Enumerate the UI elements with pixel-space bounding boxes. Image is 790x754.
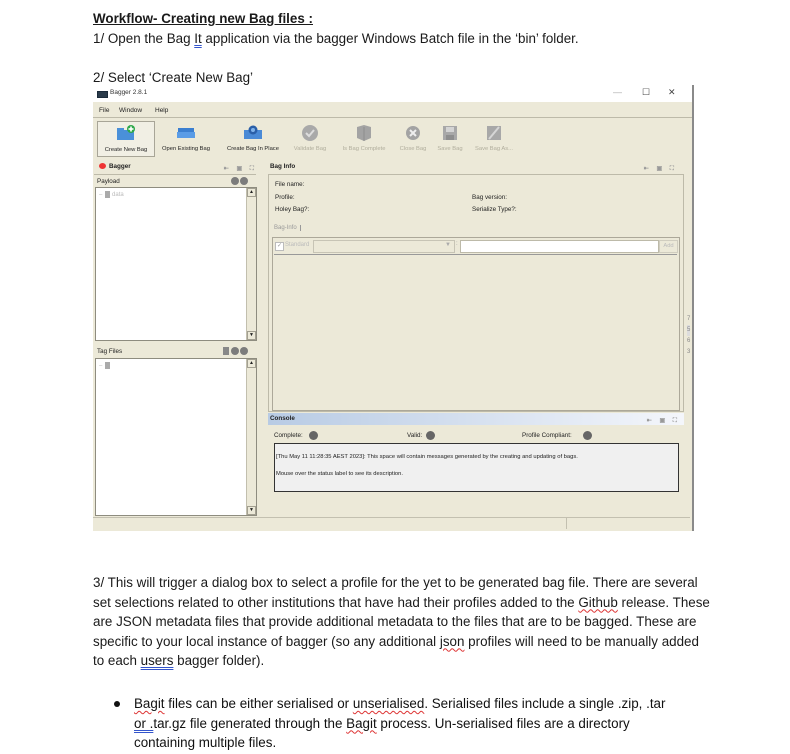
step-1-text xyxy=(93,29,579,49)
add-tag-file-icon[interactable] xyxy=(231,347,239,355)
open-existing-bag-button[interactable] xyxy=(155,121,217,155)
menu-window[interactable]: Window xyxy=(119,107,143,114)
scroll-up-icon[interactable]: ▲ xyxy=(247,359,256,368)
status-bar xyxy=(93,517,690,530)
tag-files-tree-item[interactable]: – xyxy=(99,362,110,369)
create-new-bag-label: Create New Bag xyxy=(104,147,148,153)
bullet-b: . Serialised files include a single .zip, .tar xyxy=(424,696,666,711)
profile-compliant-label: Profile Compliant: xyxy=(522,432,572,439)
pane-controls-icon[interactable]: ⇤ ▣ ⛶ xyxy=(646,418,680,424)
bullet-c: tar.gz file generated through the xyxy=(153,715,347,731)
bag-info-header xyxy=(268,161,681,173)
tag-files-label: Tag Files xyxy=(97,348,123,355)
minimize-button[interactable]: — xyxy=(613,87,622,97)
standard-field-dropdown[interactable] xyxy=(313,240,455,253)
complete-status-icon[interactable] xyxy=(309,431,318,440)
console-header xyxy=(268,413,684,425)
tag-files-tree[interactable] xyxy=(95,358,257,516)
bullet-item xyxy=(134,694,674,753)
bag-info-tab-content xyxy=(272,237,680,411)
pane-controls-icon[interactable]: ⇤ ▣ ⛶ xyxy=(643,166,677,172)
valid-status-icon[interactable] xyxy=(426,431,435,440)
step-3-users: users xyxy=(140,653,174,668)
folder-globe-icon xyxy=(243,124,263,140)
holey-bag-label: Holey Bag?: xyxy=(275,206,310,213)
bag-info-body xyxy=(268,174,684,412)
tag-file-icon[interactable] xyxy=(223,347,229,355)
bullet-or: or . xyxy=(134,715,154,731)
divider xyxy=(274,254,677,255)
tag-files-header xyxy=(94,345,256,356)
add-payload-icon[interactable] xyxy=(231,177,239,185)
validate-bag-button[interactable] xyxy=(287,121,333,155)
bullet-unserialised: unserialised xyxy=(352,696,425,711)
payload-label: Payload xyxy=(97,178,120,185)
standard-checkbox[interactable]: ✓ xyxy=(276,243,283,249)
step-3-json: json xyxy=(439,633,465,649)
window-title: Bagger 2.8.1 xyxy=(110,89,148,96)
maximize-button[interactable]: ☐ xyxy=(642,87,651,97)
scroll-down-icon[interactable]: ▼ xyxy=(247,331,256,340)
bag-info-title: Bag Info xyxy=(270,163,296,170)
create-bag-in-place-label: Create Bag In Place xyxy=(227,146,279,152)
valid-label: Valid: xyxy=(407,432,423,439)
document-heading: Workflow- Creating new Bag files : xyxy=(93,11,313,26)
console-message: [Thu May 11 11:28:35 AEST 2023]: This space will contain messages generated by the creating and updating of bags. xyxy=(276,454,578,460)
save-bag-label: Save Bag xyxy=(437,146,463,152)
is-bag-complete-button[interactable] xyxy=(335,121,393,155)
step-2-text: 2/ Select ‘Create New Bag’ xyxy=(93,70,254,85)
step-3-d: bagger folder). xyxy=(173,653,265,668)
tab-bag-info[interactable]: Bag-Info xyxy=(274,225,301,231)
bullet-a: files can be either serialised or xyxy=(164,696,353,711)
save-bag-button[interactable] xyxy=(433,121,467,155)
profile-label: Profile: xyxy=(275,194,295,201)
step-3-github: Github xyxy=(578,594,618,610)
create-new-bag-button[interactable] xyxy=(97,121,155,157)
validate-bag-label: Validate Bag xyxy=(293,146,327,152)
step-1-pre: 1/ Open the Bag xyxy=(93,31,195,46)
side-number: 6 xyxy=(687,338,691,344)
profile-compliant-status-icon[interactable] xyxy=(583,431,592,440)
save-bag-as-button[interactable] xyxy=(469,121,519,155)
floppy-icon xyxy=(440,124,460,142)
console-title: Console xyxy=(270,415,295,422)
payload-scrollbar[interactable] xyxy=(246,188,256,340)
app-icon xyxy=(97,91,108,98)
bullet-icon xyxy=(114,701,120,707)
step-3-text xyxy=(93,573,713,671)
dropdown-arrow-icon: ▼ xyxy=(445,242,451,248)
close-bag-button[interactable] xyxy=(395,121,431,155)
is-bag-complete-label: Is Bag Complete xyxy=(342,146,386,152)
step-3-c: profiles will need to be manually added to each xyxy=(93,633,699,668)
bag-version-label: Bag version: xyxy=(472,194,508,201)
check-circle-icon xyxy=(300,124,320,142)
file-icon xyxy=(105,191,110,198)
bagger-window xyxy=(93,85,694,531)
side-number: 7 xyxy=(687,316,691,322)
open-existing-bag-label: Open Existing Bag xyxy=(161,146,210,152)
toolbar xyxy=(93,119,692,157)
payload-item-label: data xyxy=(112,192,124,199)
status-divider xyxy=(566,518,567,529)
save-bag-as-label: Save Bag As... xyxy=(474,146,514,152)
title-bar xyxy=(93,85,692,102)
pane-controls-icon[interactable]: ⇤ ▣ ⛶ xyxy=(223,166,257,172)
field-value-input[interactable] xyxy=(460,240,659,253)
side-numbers xyxy=(687,314,690,358)
bagger-logo-icon xyxy=(99,163,106,169)
step-3-b: release. These are JSON metadata files that provide additional metadata to the files that are to be bagged. These are specific to your local instance of bagger (so any additional xyxy=(93,594,710,649)
create-bag-in-place-button[interactable] xyxy=(221,121,285,155)
separator-label: : xyxy=(456,241,458,247)
console-output[interactable] xyxy=(274,443,679,492)
remove-payload-icon[interactable] xyxy=(240,177,248,185)
close-bag-label: Close Bag xyxy=(399,146,427,152)
payload-tree-item[interactable]: – data xyxy=(99,192,124,199)
box-icon xyxy=(354,124,374,142)
console-message: Mouse over the status label to see its description. xyxy=(276,471,403,477)
step-3-a: 3/ This will trigger a dialog box to select a profile for the yet to be generated bag file. There are several set selections related to other institutions that have had their profiles added to the xyxy=(93,575,698,610)
menu-help[interactable]: Help xyxy=(155,107,169,114)
bagger-panel-header xyxy=(94,161,261,173)
step-1-it: It xyxy=(194,31,202,46)
close-window-button[interactable]: ✕ xyxy=(668,87,676,97)
floppy-edit-icon xyxy=(484,124,504,142)
scroll-up-icon[interactable]: ▲ xyxy=(247,188,256,197)
bullet-bagit-2: Bagit xyxy=(346,715,377,731)
complete-label: Complete: xyxy=(274,432,303,439)
bagger-panel xyxy=(94,159,260,515)
file-name-label: File name: xyxy=(275,181,305,188)
remove-tag-file-icon[interactable] xyxy=(240,347,248,355)
bullet-bagit: Bagit xyxy=(134,696,165,711)
standard-label: Standard xyxy=(285,242,310,248)
bullet-d: process. Un-serialised files are a directory containing multiple files. xyxy=(134,715,630,750)
step-1-post: application via the bagger Windows Batch file in the ‘bin’ folder. xyxy=(201,31,579,46)
folder-open-icon xyxy=(176,124,196,140)
file-icon xyxy=(105,362,110,369)
payload-tree[interactable] xyxy=(95,187,257,341)
serialize-type-label: Serialize Type?: xyxy=(472,206,517,213)
side-number: 5 xyxy=(687,325,690,336)
tag-files-scrollbar[interactable] xyxy=(246,359,256,515)
bagger-panel-title: Bagger xyxy=(109,163,131,170)
add-button[interactable]: Add xyxy=(659,240,678,253)
menu-bar xyxy=(93,102,692,118)
close-circle-icon xyxy=(403,124,423,142)
scroll-down-icon[interactable]: ▼ xyxy=(247,506,256,515)
side-number: 3 xyxy=(687,349,691,355)
payload-header xyxy=(94,174,256,186)
folder-add-icon xyxy=(116,125,136,141)
menu-file[interactable]: File xyxy=(99,107,110,114)
